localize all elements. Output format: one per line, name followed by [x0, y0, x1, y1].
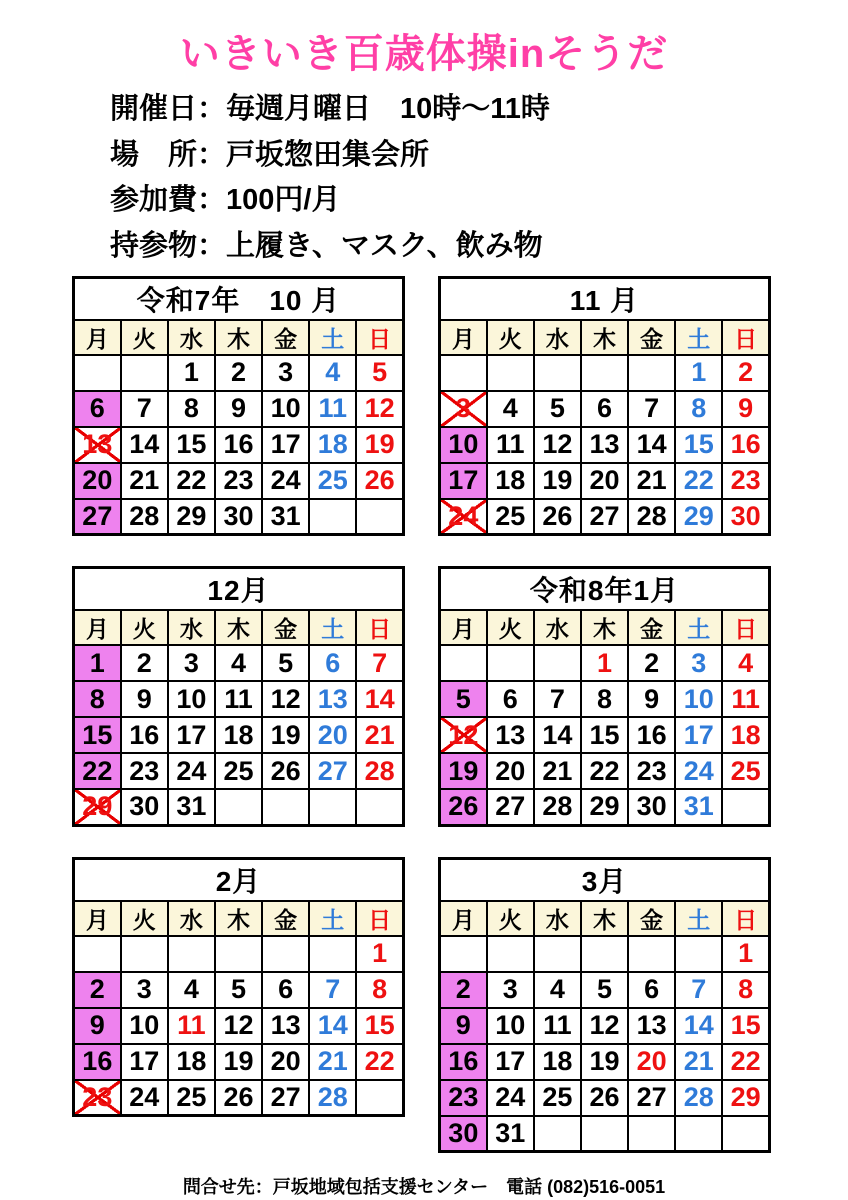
- date-cell: 12: [581, 1008, 628, 1044]
- date-cell: 16: [628, 717, 675, 753]
- date-cell: 18: [534, 1044, 581, 1080]
- date-cell: 4: [215, 645, 262, 681]
- weekday-header: 木: [215, 901, 262, 936]
- date-cell: 14: [121, 427, 168, 463]
- weekday-header: 木: [581, 610, 628, 645]
- weekday-header: 月: [74, 901, 121, 936]
- calendar-grid: [72, 276, 848, 1154]
- footer-contact: 問合せ先：戸坂地域包括支援センター 電話 (082)516-0051: [182, 1177, 666, 1197]
- date-cell: 25: [534, 1080, 581, 1116]
- empty-cell: [628, 355, 675, 391]
- page-title: いきいき百歳体操inそうだ: [179, 32, 669, 76]
- date-cell: 23: [722, 463, 769, 499]
- date-cell: 26: [356, 463, 403, 499]
- weekday-header: 火: [487, 610, 534, 645]
- date-cell: 13: [309, 681, 356, 717]
- date-cell: 24: [675, 753, 722, 789]
- date-cell: 19: [215, 1044, 262, 1080]
- weekday-header: 金: [628, 320, 675, 355]
- date-cell: 12: [534, 427, 581, 463]
- date-cell: 15: [168, 427, 215, 463]
- weekday-header: 土: [675, 610, 722, 645]
- calendar-month-title: 3月: [440, 858, 770, 901]
- empty-cell: [74, 355, 121, 391]
- empty-cell: [74, 936, 121, 972]
- info-line-place: 場 所：戸坂惣田集会所: [110, 138, 430, 171]
- date-cell: 16: [215, 427, 262, 463]
- weekday-header: 木: [215, 320, 262, 355]
- date-cell: 11: [168, 1008, 215, 1044]
- date-cell: 24: [487, 1080, 534, 1116]
- date-cell: 5: [440, 681, 487, 717]
- date-cell: 31: [262, 499, 309, 535]
- date-cell: 7: [534, 681, 581, 717]
- date-cell: 22: [722, 1044, 769, 1080]
- empty-cell: [215, 789, 262, 825]
- calendar-table-1: [72, 276, 405, 537]
- date-cell: 20: [628, 1044, 675, 1080]
- date-cell: 17: [675, 717, 722, 753]
- date-cell: 22: [168, 463, 215, 499]
- date-cell: 3: [168, 645, 215, 681]
- empty-cell: [675, 936, 722, 972]
- date-cell: 3: [440, 391, 487, 427]
- date-cell: 21: [675, 1044, 722, 1080]
- date-cell: 28: [121, 499, 168, 535]
- date-cell: 10: [675, 681, 722, 717]
- calendar-table-4: [438, 566, 771, 827]
- date-cell: 16: [722, 427, 769, 463]
- empty-cell: [675, 1116, 722, 1152]
- date-cell: 20: [487, 753, 534, 789]
- date-cell: 23: [74, 1080, 121, 1116]
- weekday-header: 水: [168, 610, 215, 645]
- weekday-header: 月: [74, 610, 121, 645]
- calendar-month-title: 2月: [74, 858, 404, 901]
- date-cell: 21: [121, 463, 168, 499]
- date-cell: 26: [262, 753, 309, 789]
- date-cell: 19: [581, 1044, 628, 1080]
- date-cell: 15: [722, 1008, 769, 1044]
- date-cell: 11: [215, 681, 262, 717]
- date-cell: 16: [121, 717, 168, 753]
- date-cell: 8: [675, 391, 722, 427]
- date-cell: 8: [356, 972, 403, 1008]
- date-cell: 20: [262, 1044, 309, 1080]
- empty-cell: [722, 789, 769, 825]
- date-cell: 30: [628, 789, 675, 825]
- date-cell: 14: [534, 717, 581, 753]
- weekday-header: 土: [309, 610, 356, 645]
- date-cell: 19: [262, 717, 309, 753]
- date-cell: 2: [215, 355, 262, 391]
- weekday-header: 木: [581, 320, 628, 355]
- weekday-header: 日: [722, 320, 769, 355]
- date-cell: 4: [168, 972, 215, 1008]
- date-cell: 22: [356, 1044, 403, 1080]
- date-cell: 9: [722, 391, 769, 427]
- date-cell: 5: [581, 972, 628, 1008]
- date-cell: 1: [581, 645, 628, 681]
- date-cell: 18: [215, 717, 262, 753]
- date-cell: 1: [356, 936, 403, 972]
- date-cell: 22: [74, 753, 121, 789]
- empty-cell: [356, 499, 403, 535]
- weekday-header: 月: [440, 320, 487, 355]
- date-cell: 11: [487, 427, 534, 463]
- empty-cell: [262, 789, 309, 825]
- empty-cell: [356, 1080, 403, 1116]
- date-cell: 25: [168, 1080, 215, 1116]
- date-cell: 21: [628, 463, 675, 499]
- info-block: [110, 93, 848, 264]
- weekday-header: 土: [309, 901, 356, 936]
- date-cell: 17: [262, 427, 309, 463]
- date-cell: 20: [74, 463, 121, 499]
- date-cell: 13: [581, 427, 628, 463]
- date-cell: 24: [262, 463, 309, 499]
- info-line-items: 持参物：上履き、マスク、飲み物: [110, 229, 543, 262]
- date-cell: 27: [628, 1080, 675, 1116]
- date-cell: 5: [356, 355, 403, 391]
- date-cell: 10: [262, 391, 309, 427]
- date-cell: 5: [534, 391, 581, 427]
- weekday-header: 金: [628, 901, 675, 936]
- date-cell: 6: [74, 391, 121, 427]
- weekday-header: 木: [215, 610, 262, 645]
- date-cell: 2: [722, 355, 769, 391]
- date-cell: 1: [168, 355, 215, 391]
- weekday-header: 金: [262, 901, 309, 936]
- date-cell: 29: [675, 499, 722, 535]
- date-cell: 5: [262, 645, 309, 681]
- date-cell: 27: [309, 753, 356, 789]
- empty-cell: [309, 789, 356, 825]
- date-cell: 2: [74, 972, 121, 1008]
- date-cell: 8: [74, 681, 121, 717]
- date-cell: 28: [534, 789, 581, 825]
- date-cell: 23: [628, 753, 675, 789]
- date-cell: 26: [534, 499, 581, 535]
- empty-cell: [487, 936, 534, 972]
- calendar-table-3: [72, 566, 405, 827]
- date-cell: 7: [309, 972, 356, 1008]
- date-cell: 17: [440, 463, 487, 499]
- weekday-header: 日: [356, 320, 403, 355]
- date-cell: 13: [74, 427, 121, 463]
- date-cell: 15: [675, 427, 722, 463]
- date-cell: 1: [722, 936, 769, 972]
- date-cell: 22: [675, 463, 722, 499]
- date-cell: 12: [356, 391, 403, 427]
- date-cell: 11: [534, 1008, 581, 1044]
- date-cell: 26: [581, 1080, 628, 1116]
- date-cell: 27: [487, 789, 534, 825]
- date-cell: 11: [309, 391, 356, 427]
- date-cell: 27: [262, 1080, 309, 1116]
- date-cell: 25: [215, 753, 262, 789]
- weekday-header: 火: [487, 901, 534, 936]
- empty-cell: [534, 355, 581, 391]
- weekday-header: 日: [356, 901, 403, 936]
- date-cell: 6: [487, 681, 534, 717]
- date-cell: 15: [74, 717, 121, 753]
- weekday-header: 日: [722, 901, 769, 936]
- info-line-schedule: 開催日：毎週月曜日 10時～11時: [110, 93, 550, 125]
- date-cell: 31: [487, 1116, 534, 1152]
- empty-cell: [534, 1116, 581, 1152]
- date-cell: 24: [121, 1080, 168, 1116]
- empty-cell: [309, 499, 356, 535]
- date-cell: 9: [121, 681, 168, 717]
- date-cell: 31: [675, 789, 722, 825]
- weekday-header: 月: [440, 610, 487, 645]
- weekday-header: 日: [356, 610, 403, 645]
- date-cell: 13: [262, 1008, 309, 1044]
- date-cell: 12: [215, 1008, 262, 1044]
- date-cell: 8: [581, 681, 628, 717]
- date-cell: 21: [356, 717, 403, 753]
- date-cell: 30: [722, 499, 769, 535]
- date-cell: 3: [121, 972, 168, 1008]
- date-cell: 25: [722, 753, 769, 789]
- date-cell: 16: [440, 1044, 487, 1080]
- date-cell: 18: [168, 1044, 215, 1080]
- weekday-header: 土: [675, 320, 722, 355]
- weekday-header: 金: [262, 320, 309, 355]
- weekday-header: 水: [534, 901, 581, 936]
- empty-cell: [121, 936, 168, 972]
- date-cell: 4: [722, 645, 769, 681]
- date-cell: 19: [356, 427, 403, 463]
- calendar-table-5: [72, 857, 405, 1118]
- weekday-header: 金: [628, 610, 675, 645]
- date-cell: 3: [262, 355, 309, 391]
- empty-cell: [262, 936, 309, 972]
- date-cell: 17: [487, 1044, 534, 1080]
- date-cell: 14: [356, 681, 403, 717]
- date-cell: 30: [121, 789, 168, 825]
- date-cell: 27: [581, 499, 628, 535]
- empty-cell: [309, 936, 356, 972]
- date-cell: 30: [215, 499, 262, 535]
- date-cell: 22: [581, 753, 628, 789]
- date-cell: 29: [74, 789, 121, 825]
- date-cell: 1: [675, 355, 722, 391]
- date-cell: 18: [722, 717, 769, 753]
- date-cell: 23: [440, 1080, 487, 1116]
- empty-cell: [581, 1116, 628, 1152]
- date-cell: 20: [309, 717, 356, 753]
- date-cell: 29: [581, 789, 628, 825]
- date-cell: 7: [628, 391, 675, 427]
- calendar-month-title: 令和8年1月: [440, 568, 770, 611]
- date-cell: 13: [628, 1008, 675, 1044]
- empty-cell: [534, 936, 581, 972]
- date-cell: 12: [262, 681, 309, 717]
- date-cell: 24: [440, 499, 487, 535]
- date-cell: 17: [168, 717, 215, 753]
- date-cell: 24: [168, 753, 215, 789]
- date-cell: 14: [628, 427, 675, 463]
- date-cell: 26: [440, 789, 487, 825]
- date-cell: 2: [440, 972, 487, 1008]
- weekday-header: 火: [121, 610, 168, 645]
- weekday-header: 土: [309, 320, 356, 355]
- date-cell: 6: [262, 972, 309, 1008]
- date-cell: 21: [534, 753, 581, 789]
- date-cell: 8: [168, 391, 215, 427]
- weekday-header: 月: [440, 901, 487, 936]
- weekday-header: 日: [722, 610, 769, 645]
- date-cell: 8: [722, 972, 769, 1008]
- weekday-header: 火: [121, 901, 168, 936]
- empty-cell: [581, 355, 628, 391]
- calendar-month-title: 11 月: [440, 277, 770, 320]
- date-cell: 25: [309, 463, 356, 499]
- empty-cell: [168, 936, 215, 972]
- date-cell: 3: [675, 645, 722, 681]
- date-cell: 13: [487, 717, 534, 753]
- date-cell: 3: [487, 972, 534, 1008]
- calendar-month-title: 令和7年 10 月: [74, 277, 404, 320]
- date-cell: 10: [487, 1008, 534, 1044]
- date-cell: 4: [309, 355, 356, 391]
- weekday-header: 月: [74, 320, 121, 355]
- date-cell: 6: [581, 391, 628, 427]
- date-cell: 29: [168, 499, 215, 535]
- date-cell: 28: [309, 1080, 356, 1116]
- date-cell: 23: [121, 753, 168, 789]
- date-cell: 9: [74, 1008, 121, 1044]
- weekday-header: 水: [168, 320, 215, 355]
- empty-cell: [628, 936, 675, 972]
- empty-cell: [487, 355, 534, 391]
- date-cell: 9: [215, 391, 262, 427]
- date-cell: 25: [487, 499, 534, 535]
- date-cell: 5: [215, 972, 262, 1008]
- date-cell: 2: [628, 645, 675, 681]
- date-cell: 10: [168, 681, 215, 717]
- date-cell: 19: [440, 753, 487, 789]
- date-cell: 18: [487, 463, 534, 499]
- calendar-table-6: [438, 857, 771, 1154]
- date-cell: 4: [487, 391, 534, 427]
- date-cell: 9: [440, 1008, 487, 1044]
- date-cell: 14: [675, 1008, 722, 1044]
- date-cell: 14: [309, 1008, 356, 1044]
- date-cell: 15: [581, 717, 628, 753]
- date-cell: 4: [534, 972, 581, 1008]
- weekday-header: 水: [534, 320, 581, 355]
- weekday-header: 火: [121, 320, 168, 355]
- date-cell: 6: [628, 972, 675, 1008]
- date-cell: 28: [356, 753, 403, 789]
- empty-cell: [722, 1116, 769, 1152]
- empty-cell: [440, 936, 487, 972]
- empty-cell: [581, 936, 628, 972]
- date-cell: 16: [74, 1044, 121, 1080]
- date-cell: 1: [74, 645, 121, 681]
- date-cell: 30: [440, 1116, 487, 1152]
- weekday-header: 水: [168, 901, 215, 936]
- calendar-table-2: [438, 276, 771, 537]
- date-cell: 29: [722, 1080, 769, 1116]
- date-cell: 28: [675, 1080, 722, 1116]
- date-cell: 12: [440, 717, 487, 753]
- empty-cell: [440, 355, 487, 391]
- weekday-header: 水: [534, 610, 581, 645]
- calendar-month-title: 12月: [74, 568, 404, 611]
- date-cell: 10: [121, 1008, 168, 1044]
- date-cell: 11: [722, 681, 769, 717]
- date-cell: 31: [168, 789, 215, 825]
- date-cell: 6: [309, 645, 356, 681]
- date-cell: 27: [74, 499, 121, 535]
- empty-cell: [534, 645, 581, 681]
- weekday-header: 金: [262, 610, 309, 645]
- weekday-header: 木: [581, 901, 628, 936]
- empty-cell: [121, 355, 168, 391]
- date-cell: 18: [309, 427, 356, 463]
- date-cell: 19: [534, 463, 581, 499]
- empty-cell: [440, 645, 487, 681]
- empty-cell: [628, 1116, 675, 1152]
- date-cell: 7: [121, 391, 168, 427]
- weekday-header: 土: [675, 901, 722, 936]
- date-cell: 15: [356, 1008, 403, 1044]
- date-cell: 7: [675, 972, 722, 1008]
- empty-cell: [215, 936, 262, 972]
- weekday-header: 火: [487, 320, 534, 355]
- empty-cell: [356, 789, 403, 825]
- date-cell: 23: [215, 463, 262, 499]
- date-cell: 28: [628, 499, 675, 535]
- date-cell: 2: [121, 645, 168, 681]
- date-cell: 9: [628, 681, 675, 717]
- info-line-fee: 参加費：100円/月: [110, 184, 341, 217]
- date-cell: 10: [440, 427, 487, 463]
- date-cell: 21: [309, 1044, 356, 1080]
- date-cell: 7: [356, 645, 403, 681]
- empty-cell: [487, 645, 534, 681]
- date-cell: 26: [215, 1080, 262, 1116]
- date-cell: 20: [581, 463, 628, 499]
- date-cell: 17: [121, 1044, 168, 1080]
